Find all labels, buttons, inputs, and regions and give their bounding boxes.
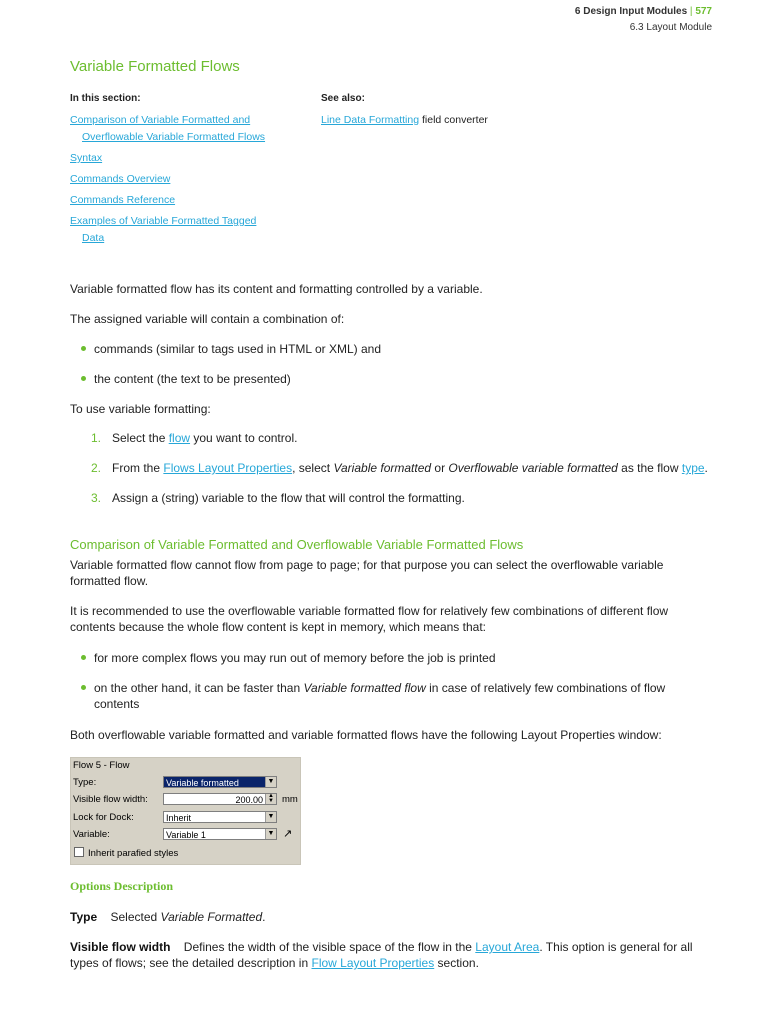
width-input-value: 200.00 [235, 795, 263, 805]
layout-properties-window [70, 757, 301, 865]
lock-select[interactable] [163, 811, 277, 823]
see-also-heading: See also: [321, 93, 365, 104]
comparison-paragraph-1: Variable formatted flow cannot flow from page to page; for that purpose you can select the overflowable variable formatted flow. [70, 558, 664, 588]
option-term: Type [70, 910, 98, 924]
list-item [94, 371, 706, 387]
step-3 [91, 490, 712, 506]
variable-select-value: Variable 1 [166, 830, 206, 840]
intro-paragraph-3: To use variable formatting: [70, 402, 211, 416]
step-emphasis: Variable formatted [333, 461, 432, 475]
toc-link-examples-cont[interactable]: Data [82, 232, 105, 244]
step-number: 2. [91, 461, 102, 475]
flows-layout-properties-link[interactable]: Flows Layout Properties [163, 461, 293, 475]
in-this-section-heading: In this section: [70, 93, 141, 104]
list-item [94, 680, 706, 712]
list-item [94, 650, 706, 666]
page-number: 577 [695, 6, 712, 17]
step-number: 1. [91, 431, 102, 445]
step-text: . [704, 461, 708, 475]
option-text: Selected [110, 910, 161, 924]
see-also-suffix: field converter [419, 114, 488, 126]
variable-label: Variable: [73, 829, 110, 840]
bullet-text: in case of relatively few combinations of flow contents [94, 681, 666, 711]
variable-select[interactable] [163, 828, 277, 840]
step-text: , select [292, 461, 334, 475]
width-input[interactable] [163, 793, 277, 805]
page-title: Variable Formatted Flows [70, 58, 240, 75]
intro-paragraph-2: The assigned variable will contain a combination of: [70, 312, 345, 326]
step-text: Select the [112, 431, 169, 445]
comparison-paragraph-3: Both overflowable variable formatted and variable formatted flows have the following Layout Properties window: [70, 728, 662, 742]
toc-link-comparison[interactable]: Comparison of Variable Formatted and [70, 114, 251, 126]
see-also-link[interactable]: Line Data Formatting [321, 114, 420, 126]
header-separator: | [689, 6, 693, 17]
flow-layout-properties-link[interactable]: Flow Layout Properties [311, 956, 435, 970]
toc-link-comparison-cont[interactable]: Overflowable Variable Formatted Flows [82, 131, 266, 143]
option-term: Visible flow width [70, 940, 171, 954]
dialog-title: Flow 5 - Flow [73, 760, 130, 771]
chevron-down-icon[interactable]: ▼ [265, 829, 276, 839]
step-2 [91, 460, 722, 476]
toc-link-commands-overview[interactable]: Commands Overview [70, 173, 171, 185]
header-subsection: 6.3 Layout Module [629, 22, 712, 33]
arrow-icon[interactable]: ↗ [283, 828, 293, 840]
lock-label: Lock for Dock: [73, 812, 134, 823]
bullet-icon [81, 685, 86, 690]
bullet-text: commands (similar to tags used in HTML or XML) and [94, 342, 381, 356]
type-select[interactable] [163, 776, 277, 788]
chevron-down-icon[interactable]: ▼ [265, 777, 276, 787]
bullet-icon [81, 346, 86, 351]
type-label: Type: [73, 777, 97, 788]
list-item [94, 341, 706, 357]
chevron-down-icon[interactable]: ▼ [265, 812, 276, 822]
running-header [575, 6, 712, 17]
toc [70, 112, 300, 247]
bullet-icon [81, 376, 86, 381]
bullet-icon [81, 655, 86, 660]
option-emphasis: Variable Formatted [160, 910, 263, 924]
step-emphasis: Overflowable variable formatted [448, 461, 618, 475]
option-text: . [262, 910, 266, 924]
step-1 [91, 430, 712, 446]
step-text: you want to control. [190, 431, 298, 445]
option-text: Defines the width of the visible space of the flow in the [183, 940, 476, 954]
checkbox-label: Inherit parafied styles [88, 848, 179, 859]
flow-link[interactable]: flow [168, 431, 191, 445]
option-visible-width [70, 939, 715, 971]
option-type [70, 909, 715, 925]
toc-link-examples[interactable]: Examples of Variable Formatted Tagged [70, 215, 257, 227]
step-text: as the flow [617, 461, 682, 475]
header-section: 6 Design Input Modules [574, 6, 688, 17]
bullet-text: on the other hand, it can be faster than [94, 681, 304, 695]
step-text: From the [112, 461, 164, 475]
lock-select-value: Inherit [166, 813, 192, 823]
bullet-emphasis: Variable formatted flow [303, 681, 426, 695]
toc-link-syntax[interactable]: Syntax [70, 152, 103, 164]
options-heading: Options Description [70, 879, 174, 893]
bullet-text: the content (the text to be presented) [94, 372, 291, 386]
step-number: 3. [91, 491, 102, 505]
step-text: Assign a (string) variable to the flow that will control the formatting. [112, 491, 465, 505]
intro-paragraph-1: Variable formatted flow has its content and formatting controlled by a variable. [70, 282, 483, 296]
type-link[interactable]: type [681, 461, 705, 475]
spinner-icon[interactable]: ▲ ▼ [265, 794, 276, 804]
option-text: section. [434, 956, 479, 970]
see-also-entry [321, 112, 488, 129]
type-select-value: Variable formatted [166, 778, 239, 788]
bullet-text: for more complex flows you may run out of memory before the job is printed [94, 651, 496, 665]
inherit-styles-checkbox-row[interactable] [74, 847, 178, 859]
option-text: . This option is general for all types of flows; see the detailed description in [70, 940, 693, 970]
checkbox[interactable] [74, 847, 84, 857]
comparison-heading: Comparison of Variable Formatted and Overflowable Variable Formatted Flows [70, 537, 524, 552]
width-label: Visible flow width: [73, 794, 148, 805]
width-unit: mm [282, 794, 298, 805]
step-text: or [431, 461, 449, 475]
layout-area-link[interactable]: Layout Area [475, 940, 540, 954]
comparison-paragraph-2: It is recommended to use the overflowable variable formatted flow for relatively few combinations of different flow contents because the whole flow content is kept in memory, which means that: [70, 604, 669, 634]
toc-link-commands-reference[interactable]: Commands Reference [70, 194, 176, 206]
